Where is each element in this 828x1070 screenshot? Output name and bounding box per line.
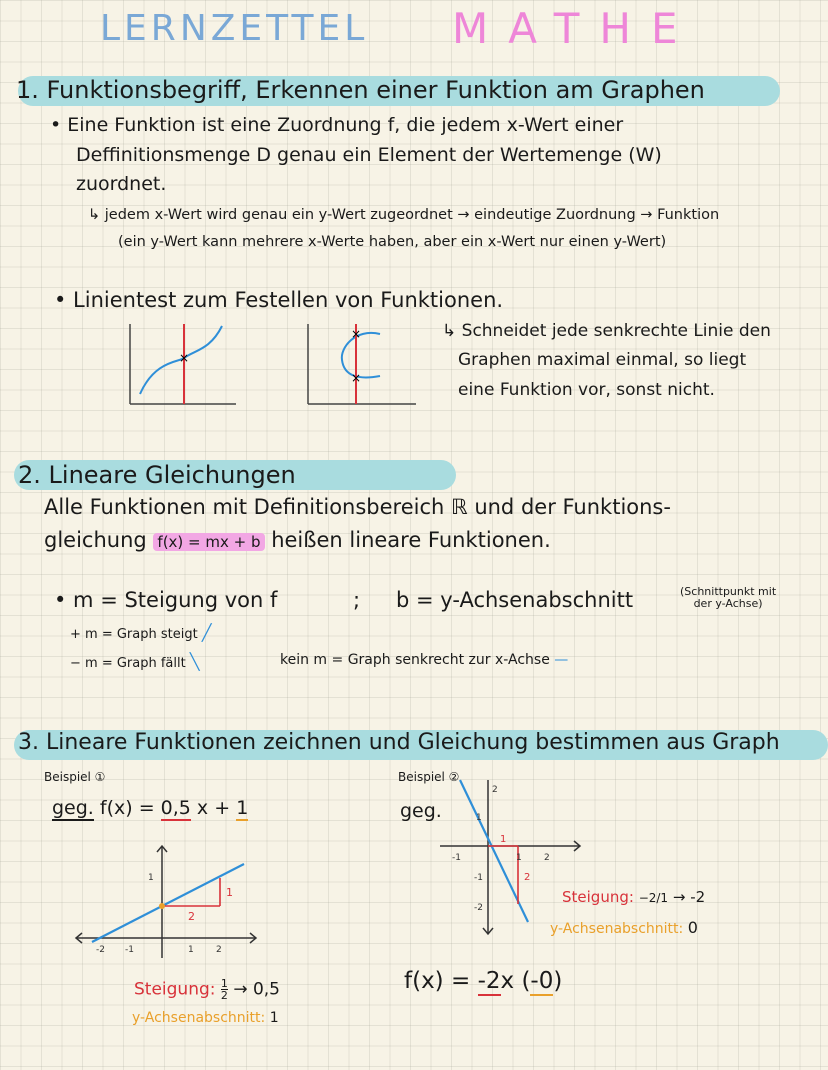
ex2-slope-result: → -2 (672, 888, 706, 906)
ex1-frac-den: 2 (220, 989, 228, 1002)
ex1-tick-x-2: 2 (216, 945, 222, 955)
example1-graph (70, 840, 270, 960)
ex1-tick-x-neg2: -2 (96, 945, 105, 955)
ex1-run-label: 2 (188, 910, 195, 923)
example2-graph (438, 776, 588, 936)
ex2-x-part: x (500, 968, 522, 994)
section2-heading: 2. Lineare Gleichungen (18, 461, 296, 489)
ex2-intercept-label: y-Achsenabschnitt: (550, 921, 684, 937)
linetest1-intersection-mark: × (179, 351, 190, 365)
ex2-slope-fraction: −2/1 (638, 891, 669, 905)
ex2-slope (562, 888, 705, 906)
s1-note-line1: ↳ jedem x-Wert wird genau ein y-Wert zugeordnet → eindeutige Zuordnung → Funktion (88, 207, 720, 223)
ex1-frac-num: 1 (220, 977, 228, 990)
ex1-tick-x-neg1: -1 (125, 945, 134, 955)
rising-line-icon: ╱ (201, 623, 212, 642)
ex2-tick-x-1: 1 (516, 853, 522, 863)
ex1-intercept (132, 1010, 279, 1026)
negative-m-note (70, 652, 200, 671)
section1-heading: 1. Funktionsbegriff, Erkennen einer Funktion am Graphen (16, 76, 705, 104)
paren-line2: der y-Achse) (693, 597, 763, 610)
s1-bullet1-line1: • Eine Funktion ist eine Zuordnung f, die jedem x-Wert einer (50, 114, 624, 136)
ex1-m-value: 0,5 (160, 797, 191, 819)
definition-separator: ; (353, 588, 361, 612)
ex2-result-function: f(x) = -2x (-0) (404, 968, 563, 994)
no-m-text: kein m = Graph senkrecht zur x-Achse (280, 652, 550, 668)
title-lernzettel: LERNZETTEL (100, 8, 369, 49)
ex2-rise-label: 2 (524, 872, 531, 883)
paren-line1: (Schnittpunkt mit (680, 585, 777, 598)
example1-given (52, 797, 248, 819)
s1-bullet2: • Linientest zum Festellen von Funktionen. (54, 288, 504, 312)
linetest-note-line3: eine Funktion vor, sonst nicht. (458, 380, 715, 400)
linear-function-formula: f(x) = mx + b (153, 533, 264, 551)
falling-line-icon: ╲ (189, 652, 200, 671)
s2-line2 (44, 528, 551, 552)
s1-bullet1-line2: Deffinitionsmenge D genau ein Element der Wertemenge (W) (76, 144, 662, 166)
ex1-function-line (92, 864, 244, 942)
ex2-f-prefix: f(x) = (404, 968, 478, 994)
ex2-tick-y-neg1: -1 (474, 873, 483, 883)
linetest-note-line2: Graphen maximal einmal, so liegt (458, 350, 747, 370)
s1-bullet1-line3: zuordnet. (76, 173, 167, 195)
no-m-note (280, 652, 568, 668)
ex2-run-label: 1 (500, 834, 507, 845)
ex1-slope-result: → 0,5 (233, 979, 280, 1000)
example2-given: geg. (400, 800, 442, 822)
ex2-tick-y-neg2: -2 (474, 903, 483, 913)
b-definition: b = y-Achsenabschnitt (396, 588, 634, 612)
example2-label: Beispiel ② (398, 770, 460, 784)
m-definition: • m = Steigung von f (54, 588, 278, 612)
section3-heading: 3. Lineare Funktionen zeichnen und Gleichung bestimmen aus Graph (18, 730, 780, 755)
ex2-tick-y-1: 1 (476, 813, 482, 823)
title-mathe: MATHE (452, 4, 698, 53)
s2-line2-end: heißen lineare Funktionen. (271, 528, 551, 552)
ex1-intercept-value: 1 (269, 1010, 279, 1026)
linetest-graph-nonfunction (300, 320, 420, 410)
ex1-intercept-label: y-Achsenabschnitt: (132, 1010, 266, 1026)
linetest2-intersection-mark-bottom: × (351, 371, 362, 385)
ex2-intercept (550, 918, 698, 937)
ex2-intercept-value: 0 (687, 918, 698, 937)
example1-label: Beispiel ① (44, 770, 106, 784)
ex2-slope-label: Steigung: (562, 888, 634, 906)
ex2-tick-x-2: 2 (544, 853, 550, 863)
ex2-m-value: -2 (477, 968, 501, 994)
ex1-rise-label: 1 (226, 886, 233, 899)
linetest-note-line1: ↳ Schneidet jede senkrechte Linie den (442, 321, 771, 341)
ex1-x-part: x + (190, 797, 237, 819)
b-definition-paren (680, 586, 776, 610)
ex1-slope-label: Steigung: (134, 979, 216, 1000)
positive-m-note (70, 623, 211, 642)
linetest2-intersection-mark-top: × (351, 327, 362, 341)
s1-note-line2: (ein y-Wert kann mehrere x-Werte haben, aber ein x-Wert nur einen y-Wert) (118, 234, 667, 250)
ex1-f-prefix: f(x) = (99, 797, 161, 819)
ex1-given-label: geg. (52, 797, 94, 819)
ex1-slope (134, 978, 280, 1001)
ex1-slope-fraction (221, 978, 228, 1001)
s2-line2-start: gleichung (44, 528, 147, 552)
negative-m-text: − m = Graph fällt (70, 656, 186, 671)
ex1-y-intercept-point (159, 903, 165, 909)
ex2-tick-y-2: 2 (492, 785, 498, 795)
ex1-b-value: 1 (236, 797, 249, 819)
linetest-graph-function (120, 320, 240, 410)
ex2-b-value: -0 (530, 968, 554, 994)
ex1-tick-y-1: 1 (148, 873, 154, 883)
horizontal-line-icon: — (554, 652, 569, 668)
ex2-tick-x-neg1: -1 (452, 853, 461, 863)
ex1-tick-x-1: 1 (188, 945, 194, 955)
positive-m-text: + m = Graph steigt (70, 627, 198, 642)
s2-line1: Alle Funktionen mit Definitionsbereich ℝ und der Funktions- (44, 495, 671, 519)
